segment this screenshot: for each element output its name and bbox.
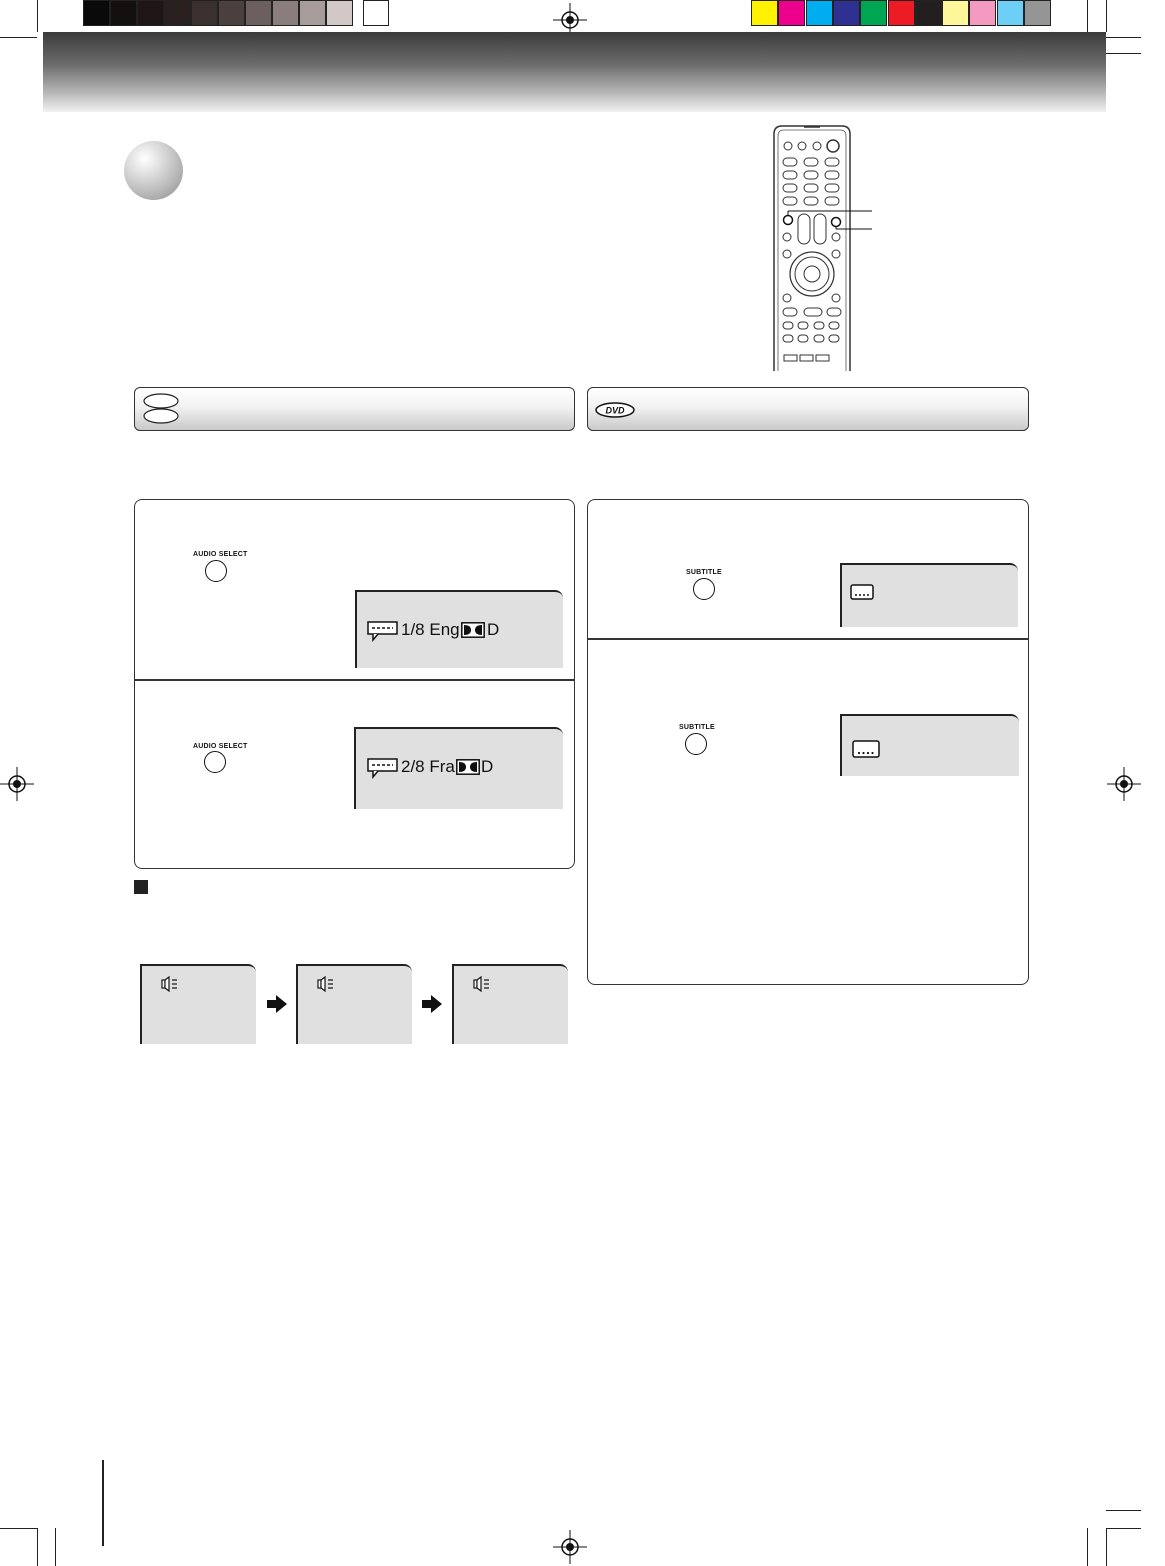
vcd-section-header — [134, 387, 575, 431]
crop-mark — [1087, 1528, 1088, 1566]
process-color-swatch — [997, 0, 1024, 26]
remote-control-illustration — [770, 124, 880, 372]
arrow-right-icon — [421, 994, 443, 1014]
crop-mark — [1106, 53, 1141, 54]
crop-mark — [37, 0, 38, 32]
subtitle-button-label: SUBTITLE — [686, 569, 722, 576]
subtitle-icon — [852, 740, 880, 758]
grayscale-swatch — [326, 0, 353, 26]
panel-divider — [587, 638, 1029, 640]
header-band — [43, 32, 1106, 112]
crop-mark — [102, 1460, 104, 1546]
grayscale-swatch — [83, 0, 110, 26]
dolby-digital-icon — [461, 622, 485, 638]
grayscale-swatch — [245, 0, 272, 26]
dolby-digital-icon — [456, 759, 480, 775]
crop-mark — [1106, 1528, 1107, 1566]
svg-text:DVD: DVD — [605, 405, 625, 416]
grayscale-swatch — [137, 0, 164, 26]
osd-dolby-d-text: D — [481, 757, 494, 776]
process-color-swatch — [969, 0, 996, 26]
osd-dolby-d-text: D — [487, 620, 500, 639]
arrow-right-icon — [266, 994, 288, 1014]
disc-icon — [124, 141, 183, 200]
subtitle-icon — [850, 584, 874, 600]
grayscale-swatch — [299, 0, 326, 26]
crop-mark — [37, 1528, 38, 1566]
vcd-logo-icon — [141, 392, 181, 426]
process-color-swatch — [915, 0, 942, 26]
grayscale-swatch — [218, 0, 245, 26]
grayscale-swatch — [363, 0, 389, 26]
section-bullet — [134, 880, 148, 894]
crop-mark — [1106, 1528, 1141, 1529]
audio-select-button[interactable] — [204, 751, 226, 773]
osd-screen-sound-1 — [140, 964, 256, 1044]
process-color-swatch — [833, 0, 860, 26]
grayscale-swatch — [272, 0, 299, 26]
process-color-swatch — [751, 0, 778, 26]
grayscale-swatch — [164, 0, 191, 26]
process-color-swatch — [1024, 0, 1051, 26]
crop-mark — [0, 1528, 37, 1529]
osd-screen-sound-3 — [452, 964, 568, 1044]
audio-select-button-label: AUDIO SELECT — [193, 743, 248, 750]
process-color-swatch — [778, 0, 805, 26]
speaker-icon — [316, 976, 336, 992]
osd-screen-sound-2 — [296, 964, 412, 1044]
dvd-logo-icon — [595, 402, 635, 418]
grayscale-swatch — [191, 0, 218, 26]
crop-mark — [1106, 1510, 1141, 1511]
registration-mark-icon — [1107, 767, 1141, 801]
audio-select-button[interactable] — [205, 560, 227, 582]
osd-audio-track-text: 2/8 Fra — [401, 757, 455, 776]
dvd-section-header — [587, 387, 1029, 431]
subtitle-button-label: SUBTITLE — [679, 724, 715, 731]
registration-mark-icon — [0, 767, 34, 801]
process-color-swatch — [860, 0, 887, 26]
panel-divider — [134, 679, 575, 681]
registration-mark-icon — [553, 1530, 587, 1564]
subtitle-button[interactable] — [685, 733, 707, 755]
process-color-swatch — [806, 0, 833, 26]
crop-mark — [1106, 37, 1141, 38]
audio-track-icon — [367, 620, 399, 642]
process-color-swatch — [888, 0, 915, 26]
speaker-icon — [160, 976, 180, 992]
osd-audio-track-text: 1/8 Eng — [401, 620, 460, 639]
audio-select-button-label: AUDIO SELECT — [193, 551, 248, 558]
crop-mark — [1106, 0, 1107, 32]
crop-mark — [1087, 0, 1088, 32]
audio-track-icon — [367, 757, 399, 779]
grayscale-swatch — [110, 0, 137, 26]
crop-mark — [0, 37, 37, 38]
speaker-icon — [472, 976, 492, 992]
process-color-swatch — [942, 0, 969, 26]
crop-mark — [55, 1528, 56, 1566]
subtitle-button[interactable] — [693, 578, 715, 600]
